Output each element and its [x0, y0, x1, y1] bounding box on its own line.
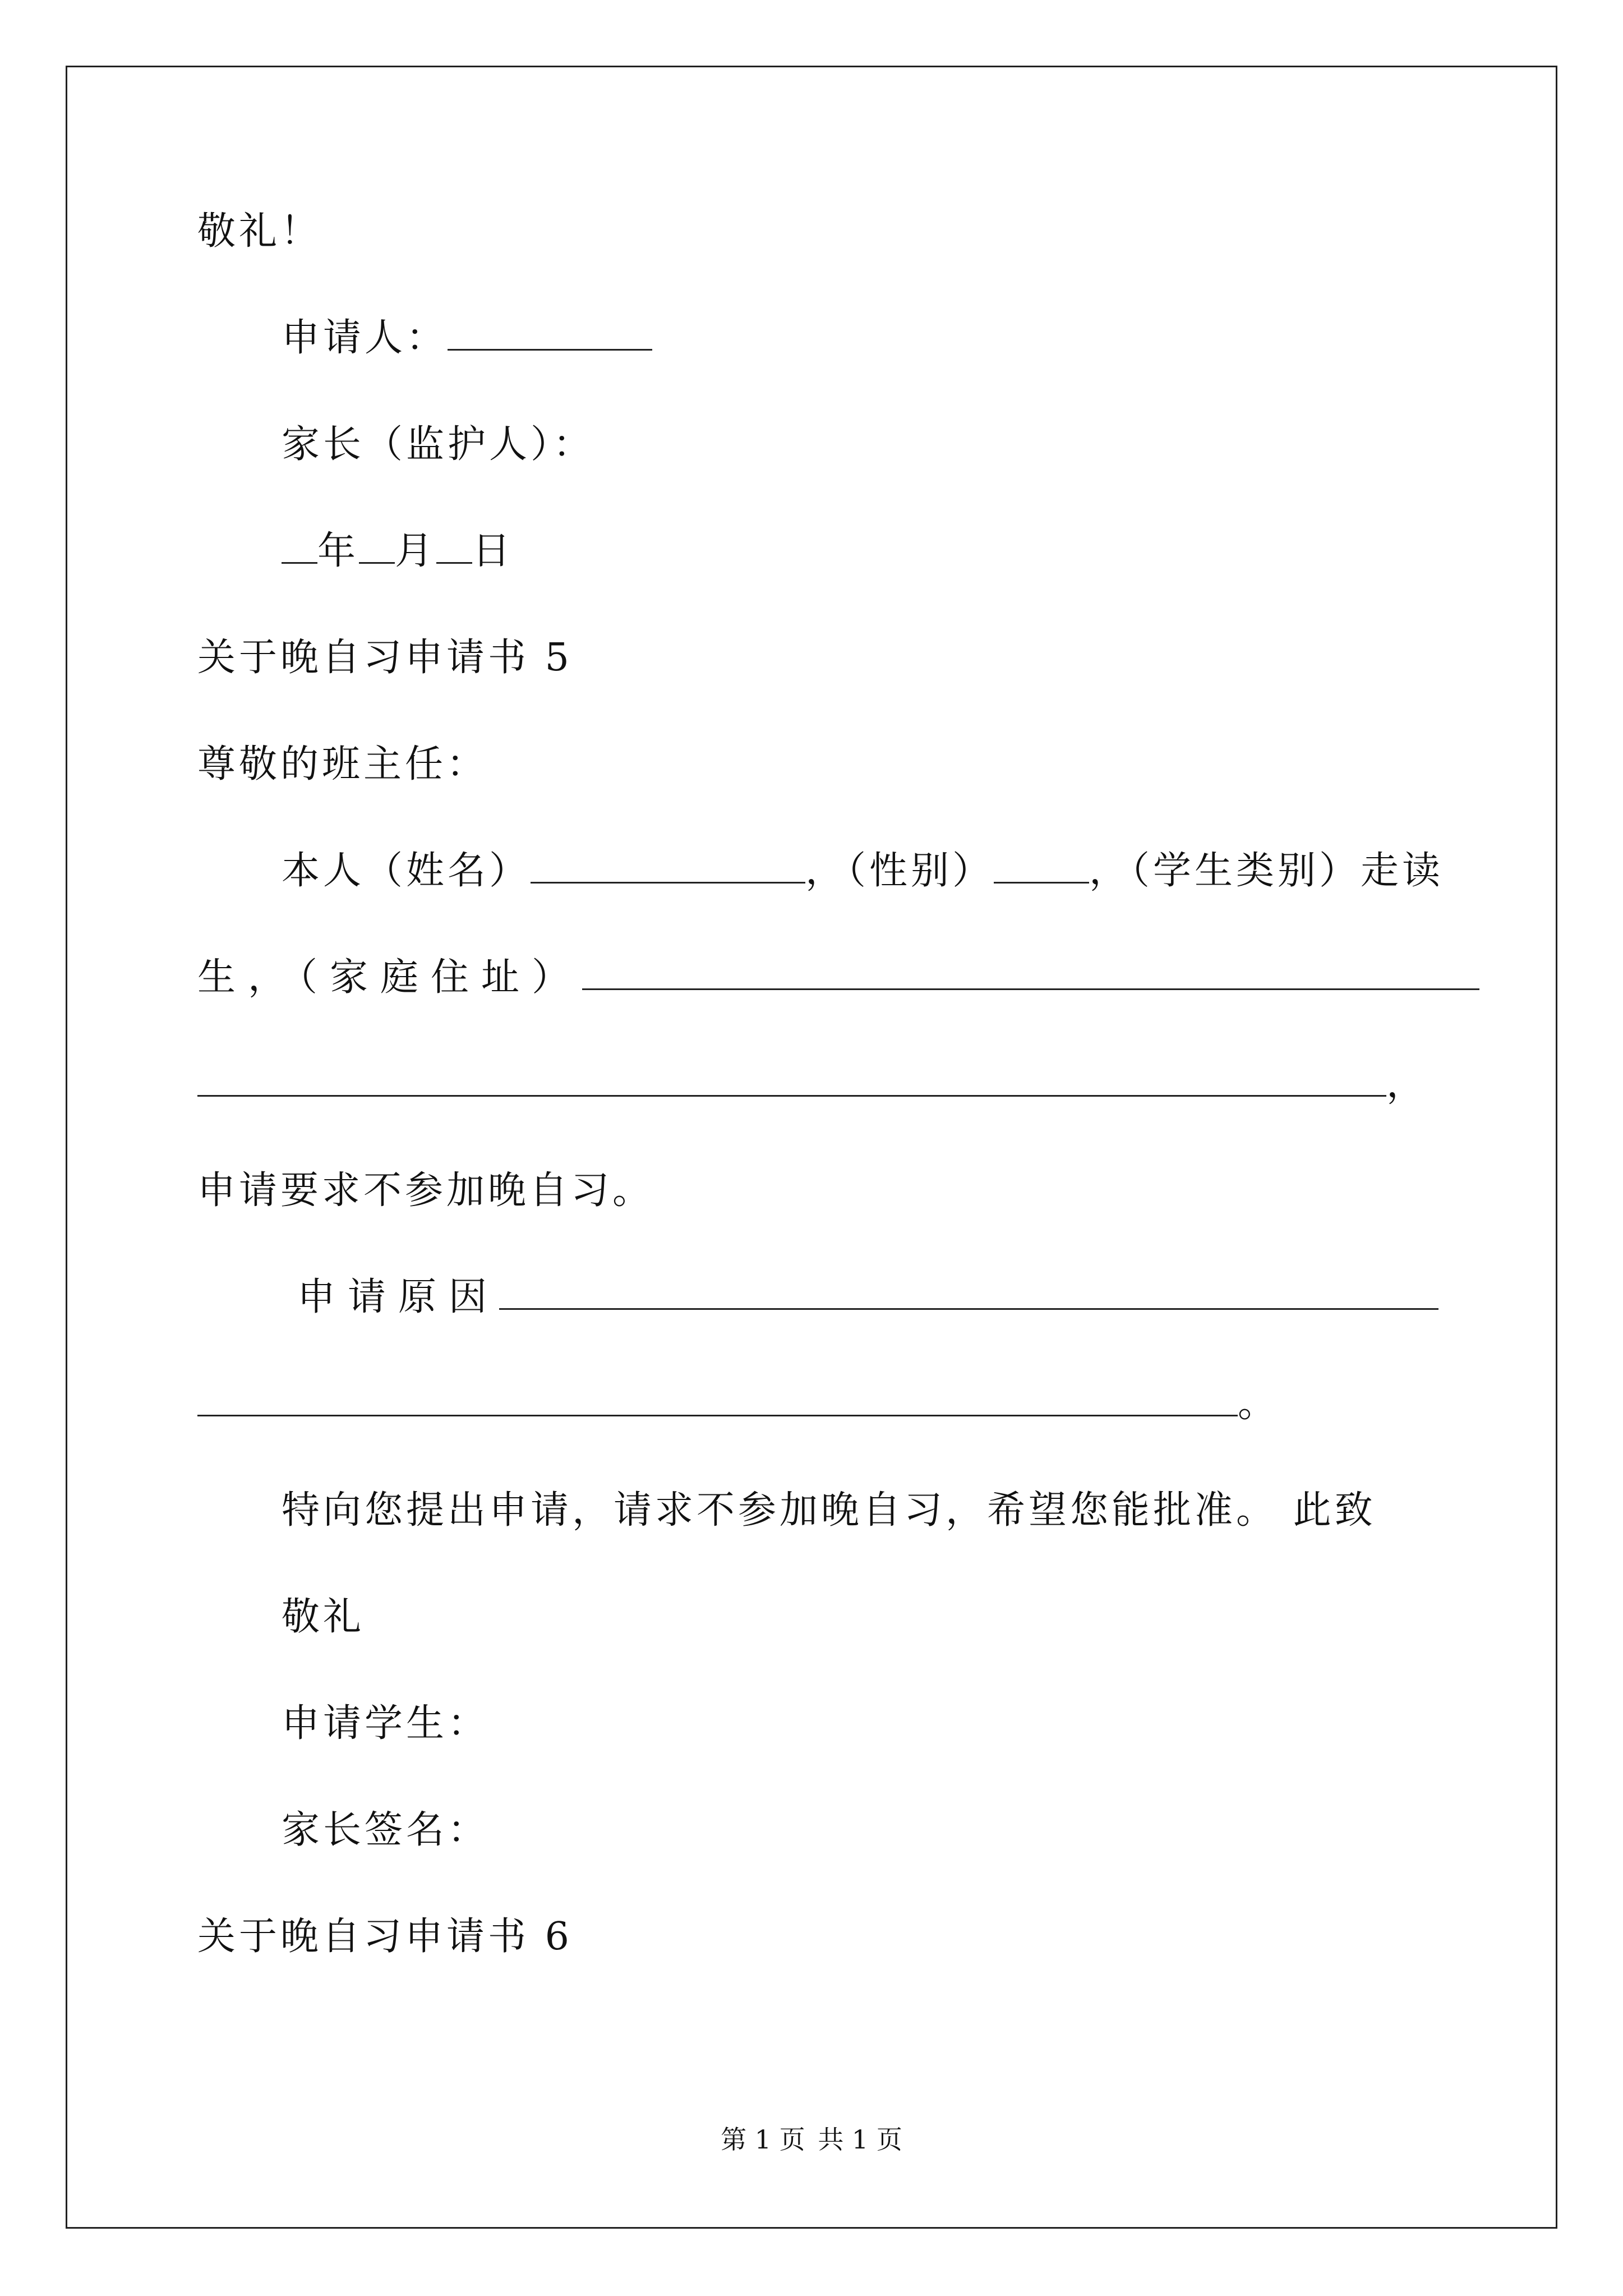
applicant-blank[interactable] [448, 313, 652, 351]
address-line [197, 953, 1479, 1003]
student-label: 申请学生： [282, 1701, 490, 1746]
address-continue-line [197, 1059, 1428, 1110]
reason-line [297, 1272, 1438, 1323]
category-prefix: ，（学生类别）走读 [1089, 849, 1444, 893]
date-month-blank[interactable] [359, 526, 395, 564]
applicant-label: 申请人： [282, 316, 448, 360]
salutation: 尊敬的班主任： [197, 742, 488, 786]
reason-continue-blank[interactable] [197, 1379, 1238, 1416]
closing-top: 敬礼！ [197, 209, 322, 254]
gender-blank[interactable] [994, 846, 1089, 884]
reason-end: 。 [1238, 1382, 1280, 1426]
date-line [282, 526, 514, 577]
date-year-label: 年 [317, 529, 359, 573]
reason-blank[interactable] [499, 1272, 1438, 1310]
parent-sign-label: 家长签名： [282, 1808, 490, 1852]
reason-continue-line [197, 1379, 1279, 1429]
applicant-line [282, 313, 652, 364]
page-footer [0, 2123, 1623, 2156]
page-current: 第 1 页 [721, 2124, 805, 2155]
date-year-blank[interactable] [282, 526, 317, 564]
request-line: 申请要求不参加晚自习。 [197, 1168, 654, 1213]
page-border [66, 66, 1557, 2229]
name-prefix: 本人（姓名） [282, 849, 531, 893]
address-end: ， [1386, 1062, 1428, 1106]
body-text: 特向您提出申请，请求不参加晚自习，希望您能批准。 此致 [282, 1488, 1376, 1533]
address-prefix: 生，（家庭住址） [197, 955, 583, 1000]
closing: 敬礼 [282, 1595, 365, 1639]
reason-prefix: 申请原因 [297, 1275, 500, 1319]
address-blank[interactable] [582, 953, 1479, 990]
name-blank[interactable] [531, 846, 805, 884]
heading-6: 关于晚自习申请书 6 [197, 1915, 573, 1959]
page-total: 共 1 页 [818, 2124, 902, 2155]
date-day-label: 日 [472, 529, 514, 573]
date-day-blank[interactable] [436, 526, 472, 564]
student-info-line [282, 846, 1444, 896]
address-continue-blank[interactable] [197, 1059, 1386, 1097]
date-month-label: 月 [395, 529, 437, 573]
gender-prefix: ，（性别） [805, 849, 994, 893]
guardian-label: 家长（监护人）： [282, 422, 595, 467]
guardian-line [282, 420, 594, 470]
heading-5: 关于晚自习申请书 5 [197, 636, 573, 680]
